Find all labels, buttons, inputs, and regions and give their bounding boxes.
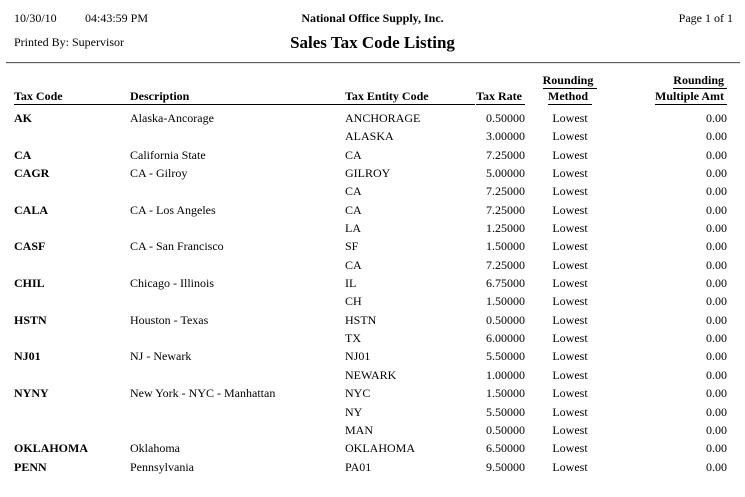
table-row bbox=[14, 219, 727, 237]
header-description-label: Description bbox=[130, 89, 345, 105]
cell-tax-code: CAGR bbox=[14, 166, 50, 181]
page-number: Page 1 of 1 bbox=[678, 11, 733, 25]
table-row bbox=[14, 292, 727, 310]
header-divider bbox=[6, 62, 740, 64]
cell-rounding-multiple-amt: 0.00 bbox=[706, 422, 727, 437]
cell-rounding-multiple-amt: 0.00 bbox=[706, 184, 727, 199]
cell-tax-entity-code: PA01 bbox=[345, 459, 372, 474]
cell-tax-code: HSTN bbox=[14, 312, 47, 327]
cell-tax-entity-code: NY bbox=[345, 404, 363, 419]
cell-tax-rate: 1.50000 bbox=[486, 294, 525, 309]
cell-tax-rate: 9.50000 bbox=[486, 459, 525, 474]
table-row bbox=[14, 421, 727, 439]
cell-rounding-method: Lowest bbox=[552, 459, 588, 474]
cell-description bbox=[130, 256, 345, 274]
cell-description bbox=[130, 329, 345, 347]
table-row bbox=[14, 403, 727, 421]
cell-tax-code: CASF bbox=[14, 239, 46, 254]
cell-rounding-method: Lowest bbox=[552, 166, 588, 181]
cell-tax-code bbox=[14, 219, 130, 237]
cell-tax-code: NYNY bbox=[14, 386, 49, 401]
cell-description bbox=[130, 366, 345, 384]
table-row bbox=[14, 458, 727, 476]
cell-tax-entity-code: HSTN bbox=[345, 312, 377, 327]
cell-tax-entity-code: CA bbox=[345, 147, 362, 162]
cell-tax-entity-code: NEWARK bbox=[345, 367, 397, 382]
report-date: 10/30/10 bbox=[14, 11, 57, 25]
cell-rounding-multiple-amt: 0.00 bbox=[706, 404, 727, 419]
cell-rounding-multiple-amt: 0.00 bbox=[706, 257, 727, 272]
cell-tax-entity-code: LA bbox=[345, 221, 361, 236]
table-row bbox=[14, 384, 727, 402]
cell-tax-rate: 0.50000 bbox=[486, 312, 525, 327]
cell-rounding-multiple-amt: 0.00 bbox=[706, 312, 727, 327]
cell-rounding-multiple-amt: 0.00 bbox=[706, 202, 727, 217]
cell-tax-entity-code: CA bbox=[345, 202, 362, 217]
cell-tax-entity-code: CA bbox=[345, 257, 362, 272]
cell-tax-code bbox=[14, 256, 130, 274]
cell-description bbox=[130, 421, 345, 439]
header-rounding-method-line1: Rounding bbox=[543, 73, 598, 89]
cell-tax-entity-code: CH bbox=[345, 294, 362, 309]
table-row bbox=[14, 127, 727, 145]
table-row bbox=[14, 237, 727, 255]
cell-tax-code bbox=[14, 127, 130, 145]
cell-tax-entity-code: IL bbox=[345, 276, 357, 291]
cell-description bbox=[130, 127, 345, 145]
cell-rounding-method: Lowest bbox=[552, 111, 588, 125]
cell-tax-rate: 6.50000 bbox=[486, 441, 525, 456]
cell-tax-entity-code: ALASKA bbox=[345, 129, 394, 144]
cell-tax-rate: 6.00000 bbox=[486, 331, 525, 346]
cell-rounding-method: Lowest bbox=[552, 386, 588, 401]
cell-description: Oklahoma bbox=[130, 441, 180, 456]
cell-tax-rate: 0.50000 bbox=[486, 422, 525, 437]
cell-tax-code bbox=[14, 403, 130, 421]
header-description bbox=[130, 74, 345, 105]
table-body bbox=[14, 109, 727, 476]
cell-rounding-method: Lowest bbox=[552, 129, 588, 144]
header-rounding-multiple-line2: Multiple Amt bbox=[655, 89, 727, 105]
header-rounding-method bbox=[525, 74, 615, 105]
table-row bbox=[14, 109, 727, 127]
cell-rounding-multiple-amt: 0.00 bbox=[706, 166, 727, 181]
cell-tax-code bbox=[14, 182, 130, 200]
header-tax-entity-code bbox=[345, 74, 475, 105]
cell-tax-code: CALA bbox=[14, 202, 49, 217]
cell-rounding-multiple-amt: 0.00 bbox=[706, 441, 727, 456]
cell-tax-entity-code: ANCHORAGE bbox=[345, 111, 421, 125]
cell-description: Chicago - Illinois bbox=[130, 276, 214, 291]
cell-rounding-multiple-amt: 0.00 bbox=[706, 129, 727, 144]
cell-tax-rate: 5.50000 bbox=[486, 404, 525, 419]
cell-rounding-method: Lowest bbox=[552, 422, 588, 437]
cell-tax-code bbox=[14, 292, 130, 310]
cell-rounding-method: Lowest bbox=[552, 276, 588, 291]
company-name: National Office Supply, Inc. bbox=[301, 11, 444, 25]
cell-tax-rate: 1.00000 bbox=[486, 367, 525, 382]
table-row bbox=[14, 311, 727, 329]
cell-tax-rate: 6.75000 bbox=[486, 276, 525, 291]
cell-tax-code: PENN bbox=[14, 459, 47, 474]
cell-tax-rate: 3.00000 bbox=[486, 129, 525, 144]
header-tax-rate bbox=[475, 74, 525, 105]
cell-rounding-method: Lowest bbox=[552, 404, 588, 419]
cell-rounding-multiple-amt: 0.00 bbox=[706, 239, 727, 254]
cell-rounding-method: Lowest bbox=[552, 147, 588, 162]
table-row bbox=[14, 329, 727, 347]
cell-rounding-method: Lowest bbox=[552, 349, 588, 364]
cell-rounding-multiple-amt: 0.00 bbox=[706, 294, 727, 309]
cell-rounding-method: Lowest bbox=[552, 239, 588, 254]
cell-rounding-method: Lowest bbox=[552, 367, 588, 382]
cell-rounding-method: Lowest bbox=[552, 331, 588, 346]
table-row bbox=[14, 256, 727, 274]
cell-tax-rate: 5.00000 bbox=[486, 166, 525, 181]
printed-by: Printed By: Supervisor bbox=[14, 35, 124, 49]
cell-tax-entity-code: TX bbox=[345, 331, 361, 346]
cell-description: CA - Gilroy bbox=[130, 166, 188, 181]
cell-tax-rate: 0.50000 bbox=[486, 111, 525, 125]
cell-tax-code: AK bbox=[14, 111, 32, 125]
table-row bbox=[14, 274, 727, 292]
header-rounding-multiple-line1: Rounding bbox=[673, 73, 727, 89]
table-row bbox=[14, 439, 727, 457]
table-row bbox=[14, 146, 727, 164]
cell-rounding-multiple-amt: 0.00 bbox=[706, 386, 727, 401]
cell-tax-code: CHIL bbox=[14, 276, 45, 291]
table-row bbox=[14, 347, 727, 365]
cell-description bbox=[130, 292, 345, 310]
cell-rounding-method: Lowest bbox=[552, 221, 588, 236]
cell-description bbox=[130, 182, 345, 200]
cell-tax-entity-code: NJ01 bbox=[345, 349, 371, 364]
cell-tax-code: OKLAHOMA bbox=[14, 441, 88, 456]
cell-tax-code: CA bbox=[14, 147, 32, 162]
cell-description: Pennsylvania bbox=[130, 459, 194, 474]
cell-description: CA - San Francisco bbox=[130, 239, 224, 254]
cell-description bbox=[130, 219, 345, 237]
cell-tax-rate: 1.50000 bbox=[486, 239, 525, 254]
header-tax-code-label: Tax Code bbox=[14, 89, 130, 105]
cell-tax-code bbox=[14, 329, 130, 347]
cell-rounding-multiple-amt: 0.00 bbox=[706, 459, 727, 474]
cell-description: NJ - Newark bbox=[130, 349, 192, 364]
table-header-row bbox=[14, 74, 727, 105]
cell-description: New York - NYC - Manhattan bbox=[130, 386, 276, 401]
cell-tax-code bbox=[14, 421, 130, 439]
cell-rounding-method: Lowest bbox=[552, 312, 588, 327]
cell-tax-entity-code: GILROY bbox=[345, 166, 391, 181]
cell-rounding-multiple-amt: 0.00 bbox=[706, 147, 727, 162]
cell-description: Alaska-Ancorage bbox=[130, 111, 214, 125]
cell-rounding-multiple-amt: 0.00 bbox=[706, 276, 727, 291]
cell-rounding-method: Lowest bbox=[552, 294, 588, 309]
cell-tax-rate: 7.25000 bbox=[486, 202, 525, 217]
cell-tax-entity-code: NYC bbox=[345, 386, 371, 401]
header-rounding-multiple-amt bbox=[615, 74, 727, 105]
cell-rounding-multiple-amt: 0.00 bbox=[706, 349, 727, 364]
cell-tax-entity-code: CA bbox=[345, 184, 362, 199]
header-tax-entity-code-label: Tax Entity Code bbox=[345, 89, 475, 105]
cell-tax-rate: 7.25000 bbox=[486, 257, 525, 272]
cell-tax-rate: 5.50000 bbox=[486, 349, 525, 364]
cell-rounding-method: Lowest bbox=[552, 202, 588, 217]
header-tax-rate-label: Tax Rate bbox=[476, 89, 525, 105]
cell-rounding-multiple-amt: 0.00 bbox=[706, 221, 727, 236]
table-row bbox=[14, 366, 727, 384]
cell-rounding-multiple-amt: 0.00 bbox=[706, 331, 727, 346]
cell-rounding-multiple-amt: 0.00 bbox=[706, 367, 727, 382]
cell-tax-rate: 1.50000 bbox=[486, 386, 525, 401]
cell-description: CA - Los Angeles bbox=[130, 202, 216, 217]
cell-rounding-method: Lowest bbox=[552, 441, 588, 456]
report-time: 04:43:59 PM bbox=[85, 11, 149, 25]
table-row bbox=[14, 201, 727, 219]
header-rounding-method-line2: Method bbox=[548, 89, 592, 105]
header-tax-code bbox=[14, 74, 130, 105]
cell-description: California State bbox=[130, 147, 206, 162]
cell-tax-code bbox=[14, 366, 130, 384]
cell-tax-entity-code: MAN bbox=[345, 422, 374, 437]
cell-tax-rate: 7.25000 bbox=[486, 147, 525, 162]
cell-rounding-multiple-amt: 0.00 bbox=[706, 111, 727, 125]
report-title: Sales Tax Code Listing bbox=[290, 33, 455, 52]
cell-rounding-method: Lowest bbox=[552, 257, 588, 272]
table-row bbox=[14, 182, 727, 200]
cell-tax-rate: 1.25000 bbox=[486, 221, 525, 236]
cell-description: Houston - Texas bbox=[130, 312, 209, 327]
cell-tax-code: NJ01 bbox=[14, 349, 41, 364]
table-row bbox=[14, 164, 727, 182]
cell-rounding-method: Lowest bbox=[552, 184, 588, 199]
cell-tax-rate: 7.25000 bbox=[486, 184, 525, 199]
cell-tax-entity-code: OKLAHOMA bbox=[345, 441, 415, 456]
cell-tax-entity-code: SF bbox=[345, 239, 359, 254]
cell-description bbox=[130, 403, 345, 421]
